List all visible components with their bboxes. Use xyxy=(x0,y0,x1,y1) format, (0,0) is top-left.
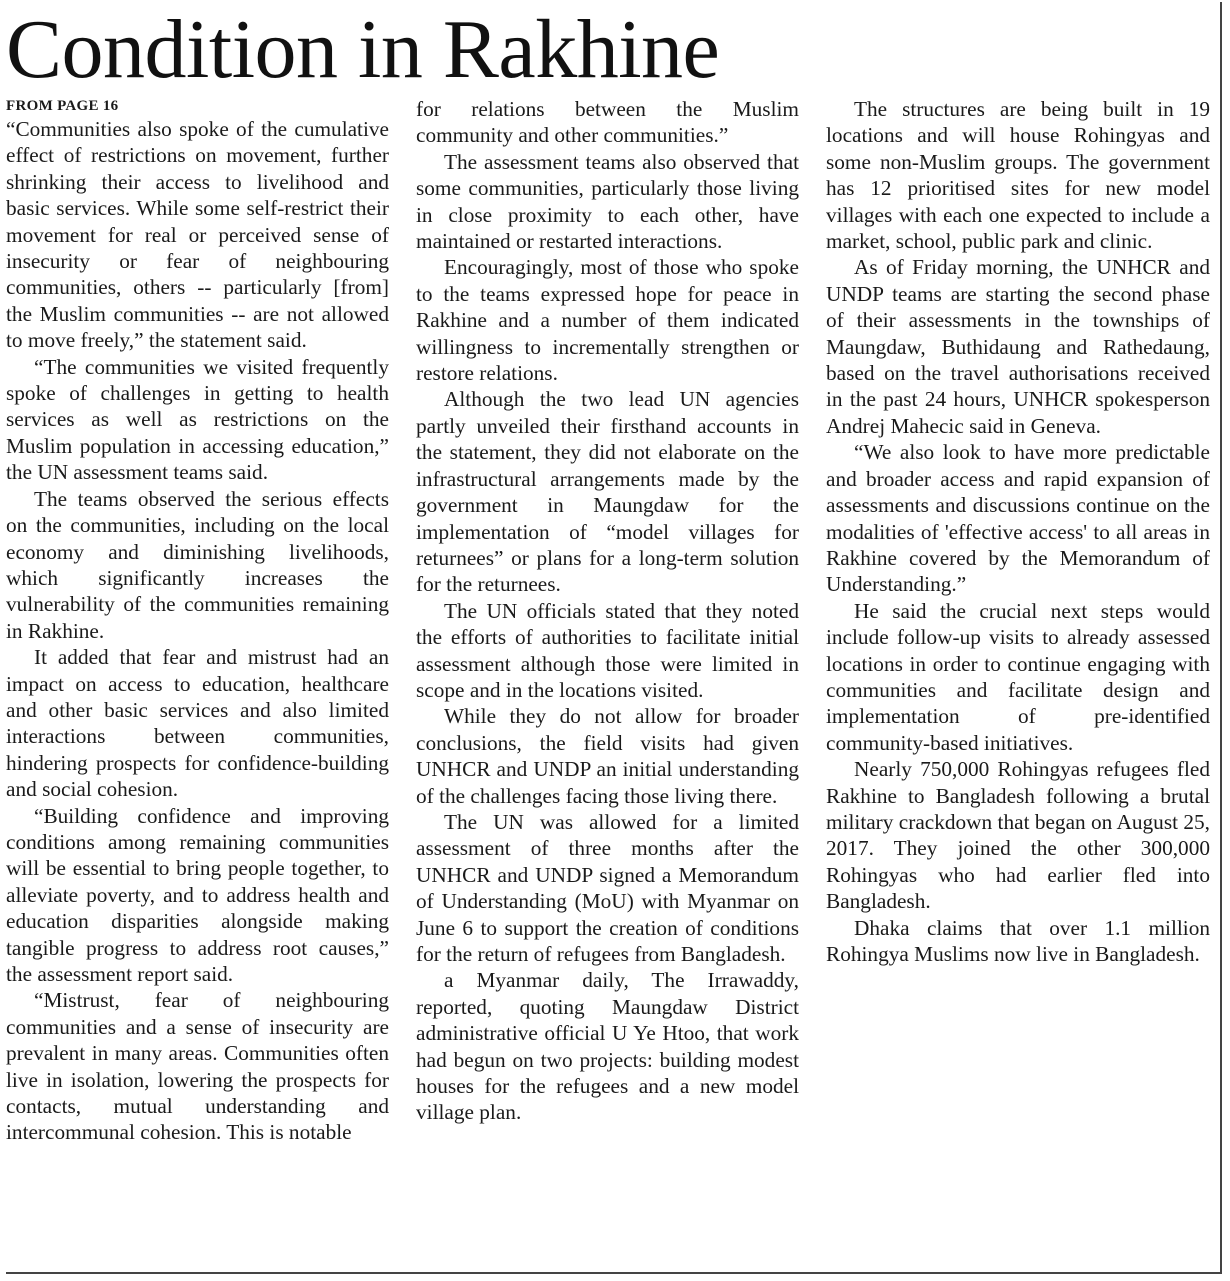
paragraph: While they do not allow for broader conclusions, the field visits had given UNHCR and UNDP an initial understanding of the challenges facing those living there. xyxy=(416,704,799,808)
paragraph: He said the crucial next steps would include follow-up visits to already assessed locations in order to continue engaging with communities and facilitate design and implementation of pre-identified community-based initiatives. xyxy=(826,598,1210,755)
paragraph: “The communities we visited frequently spoke of challenges in getting to health services as well as restrictions on the Muslim population in accessing education,” the UN assessment teams said. xyxy=(6,354,389,485)
column-rule-right xyxy=(1220,2,1222,1272)
paragraph: “We also look to have more predictable and broader access and rapid expansion of assessments and discussions continue on the modalities of 'effective access' to all areas in Rakhine covered by the Memorandum of Understanding.” xyxy=(826,440,1210,597)
paragraph: “Communities also spoke of the cumulative effect of restrictions on movement, further shrinking their access to livelihood and basic services. While some self-restrict their movement for real or perceived sense of insecurity or fear of neighbouring communities, others -- particularly [from] the Muslim communities -- are not allowed to move freely,” the statement said. xyxy=(6,117,389,353)
article-column-3 xyxy=(826,96,1210,1256)
paragraph: The teams observed the serious effects on the communities, including on the local economy and diminishing livelihoods, which significantly increases the vulnerability of the communities remaining in Rakhine. xyxy=(6,486,389,643)
paragraph: for relations between the Muslim community and other communities.” xyxy=(416,97,799,148)
paragraph: The structures are being built in 19 locations and will house Rohingyas and some non-Muslim groups. The government has 12 prioritised sites for new model villages with each one expected to include a market, school, public park and clinic. xyxy=(826,97,1210,254)
paragraph: The UN officials stated that they noted the efforts of authorities to facilitate initial assessment although those were limited in scope and in the locations visited. xyxy=(416,598,799,702)
paragraph: “Building confidence and improving conditions among remaining communities will be essential to bring people together, to alleviate poverty, and to address health and education disparities alongside making tangible progress to address root causes,” the assessment report said. xyxy=(6,803,389,986)
paragraph: The assessment teams also observed that some communities, particularly those living in close proximity to each other, have maintained or restarted interactions. xyxy=(416,149,799,254)
paragraph: Nearly 750,000 Rohingyas refugees fled Rakhine to Bangladesh following a brutal military crackdown that began on August 25, 2017. They joined the other 300,000 Rohingyas who had earlier fled into Bangladesh. xyxy=(826,757,1210,914)
paragraph: It added that fear and mistrust had an impact on access to education, healthcare and other basic services and also limited interactions between communities, hindering prospects for confidence-building and social cohesion. xyxy=(6,645,389,802)
article-column-1 xyxy=(6,96,389,1256)
continued-from-kicker: FROM PAGE 16 xyxy=(6,98,119,114)
paragraph: “Mistrust, fear of neighbouring communities and a sense of insecurity are prevalent in many areas. Communities often live in isolation, lowering the prospects for contacts, mutual understanding and intercommunal cohesion. This is notable xyxy=(6,988,389,1145)
paragraph: The UN was allowed for a limited assessment of three months after the UNHCR and UNDP signed a Memorandum of Understanding (MoU) with Myanmar on June 6 to support the creation of conditions for the return of refugees from Bangladesh. xyxy=(416,809,799,966)
column-rule-bottom xyxy=(6,1272,1222,1274)
paragraph: a Myanmar daily, The Irrawaddy, reported, quoting Maungdaw District administrative official U Ye Htoo, that work had begun on two projects: building modest houses for the refugees and a new model village plan. xyxy=(416,968,799,1125)
paragraph: Encouragingly, most of those who spoke to the teams expressed hope for peace in Rakhine and a number of them indicated willingness to incrementally strengthen or restore relations. xyxy=(416,255,799,386)
article-column-2 xyxy=(416,96,799,1256)
headline: Condition in Rakhine xyxy=(6,3,720,96)
paragraph: Dhaka claims that over 1.1 million Rohingya Muslims now live in Bangladesh. xyxy=(826,915,1210,966)
paragraph: As of Friday morning, the UNHCR and UNDP teams are starting the second phase of their assessments in the townships of Maungdaw, Buthidaung and Rathedaung, based on the travel authorisations received in the past 24 hours, UNHCR spokesperson Andrej Mahecic said in Geneva. xyxy=(826,255,1210,438)
paragraph: Although the two lead UN agencies partly unveiled their firsthand accounts in the statement, they did not elaborate on the infrastructural arrangements made by the government in Maungdaw for the implementation of “model villages for returnees” or plans for a long-term solution for the returnees. xyxy=(416,387,799,597)
